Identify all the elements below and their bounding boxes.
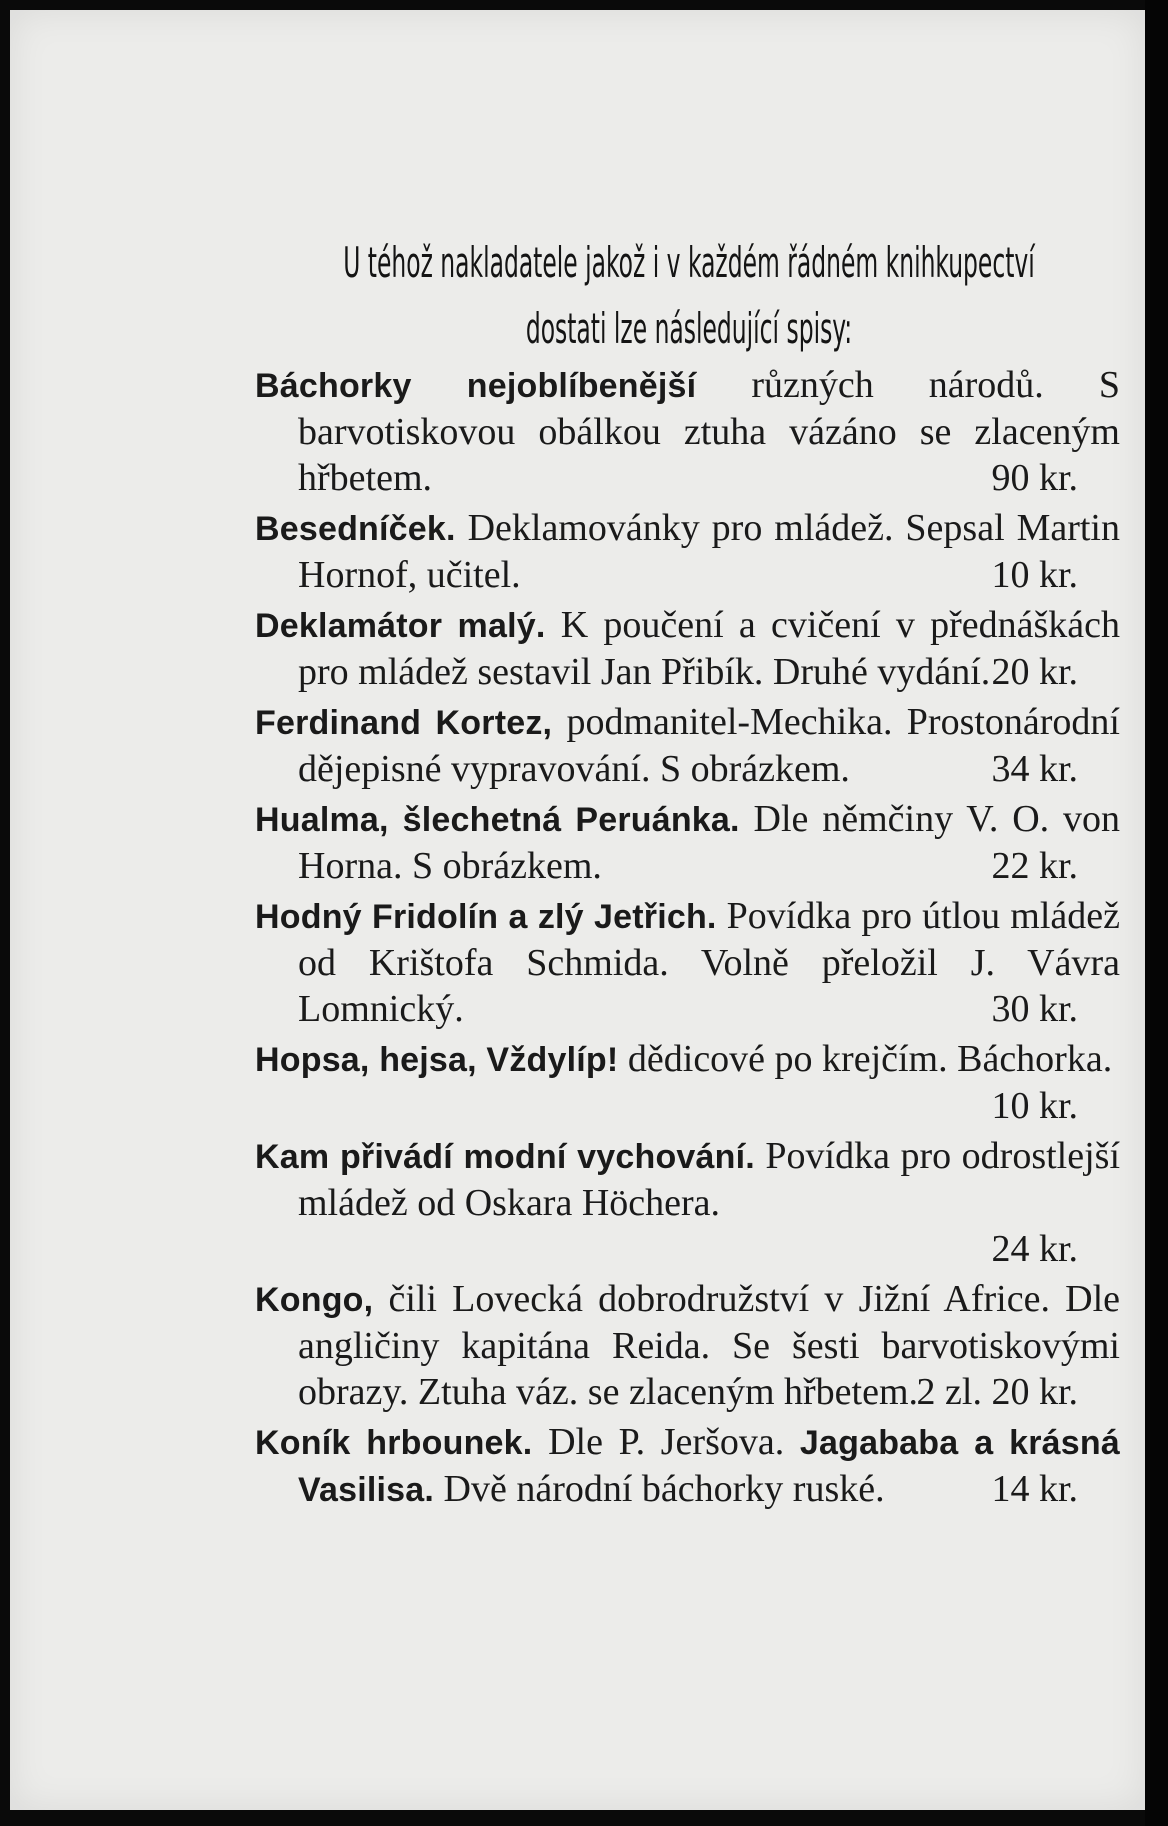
entry-text: Dle němčiny V. O. von Horna. S obrázkem.: [298, 798, 1120, 887]
entry-title: Deklamátor malý.: [255, 607, 546, 645]
catalog-entry: [255, 602, 1120, 695]
entry-text: čili Lovecká dobrodružství v Jižní Africe. Dle angličiny kapitána Reida. Se šesti barvotiskovými obrazy. Ztuha váz. se zlaceným hřbetem.: [298, 1278, 1120, 1413]
catalog-entry: [255, 1419, 1120, 1513]
entry-price: 14 kr.: [991, 1468, 1078, 1510]
entry-price: 34 kr.: [991, 748, 1078, 790]
scan-edge: [1145, 0, 1168, 1826]
entry-price: 10 kr.: [991, 1085, 1078, 1127]
page: [10, 10, 1145, 1810]
entry-price: 22 kr.: [991, 845, 1078, 887]
catalog-entry: [255, 505, 1120, 598]
entry-title: Hodný Fridolín a zlý Jetřich.: [255, 898, 717, 936]
entry-price: 90 kr.: [991, 457, 1078, 499]
entry-text: podmanitel-Mechika. Prostonárodní dějepisné vypravování. S obrázkem.: [298, 701, 1120, 790]
entry-price: 20 kr.: [991, 651, 1078, 693]
header-line-2: dostati lze následující spisy:: [525, 304, 853, 353]
catalog-entry: [255, 1036, 1120, 1129]
entry-title: Koník hrbounek.: [255, 1424, 533, 1462]
entry-text: dědicové po krejčím. Báchorka.: [618, 1038, 1113, 1080]
entry-title: Ferdinand Kortez,: [255, 704, 553, 742]
entry-title: Kongo,: [255, 1281, 374, 1319]
catalog-entry: [255, 1133, 1120, 1272]
header-line-1: U téhož nakladatele jakož i v každém řádném knihkupectví: [343, 238, 1035, 287]
entry-text: Dle P. Jeršova.: [532, 1421, 800, 1463]
entry-title-secondary: Jagababa a krásná Vasilisa.: [298, 1424, 1120, 1509]
catalog-entry: [255, 362, 1120, 501]
entry-title: Hualma, šlechetná Peruánka.: [255, 801, 740, 839]
catalog-list: [255, 362, 1120, 1517]
entry-title: Báchorky nejoblíbenější: [255, 367, 697, 405]
entry-price: 10 kr.: [991, 554, 1078, 596]
entry-text: K poučení a cvičení v přednáškách pro mládež sestavil Jan Přibík. Druhé vydání.: [298, 604, 1120, 693]
header: [255, 230, 1123, 362]
entry-title: Besedníček.: [255, 510, 456, 548]
entry-title: Kam přivádí modní vychování.: [255, 1138, 755, 1176]
entry-text: Deklamovánky pro mládež. Sepsal Martin Hornof, učitel.: [298, 507, 1120, 596]
catalog-entry: [255, 1276, 1120, 1415]
entry-text-secondary: Dvě národní báchorky ruské.: [434, 1468, 885, 1510]
entry-text: Povídka pro útlou mládež od Krištofa Schmida. Volně přeložil J. Vávra Lomnický.: [298, 895, 1120, 1030]
entry-text: různých národů. S barvotiskovou obálkou ztuha vázáno se zlaceným hřbetem.: [298, 364, 1120, 499]
entry-price: 2 zl. 20 kr.: [916, 1371, 1078, 1413]
catalog-entry: [255, 796, 1120, 889]
entry-title: Hopsa, hejsa, Vždylíp!: [255, 1041, 619, 1079]
entry-price: 30 kr.: [991, 988, 1078, 1030]
entry-price: 24 kr.: [991, 1228, 1078, 1270]
catalog-entry: [255, 699, 1120, 792]
entry-text: Povídka pro odrostlejší mládež od Oskara Höchera.: [298, 1135, 1121, 1224]
catalog-entry: [255, 893, 1120, 1032]
